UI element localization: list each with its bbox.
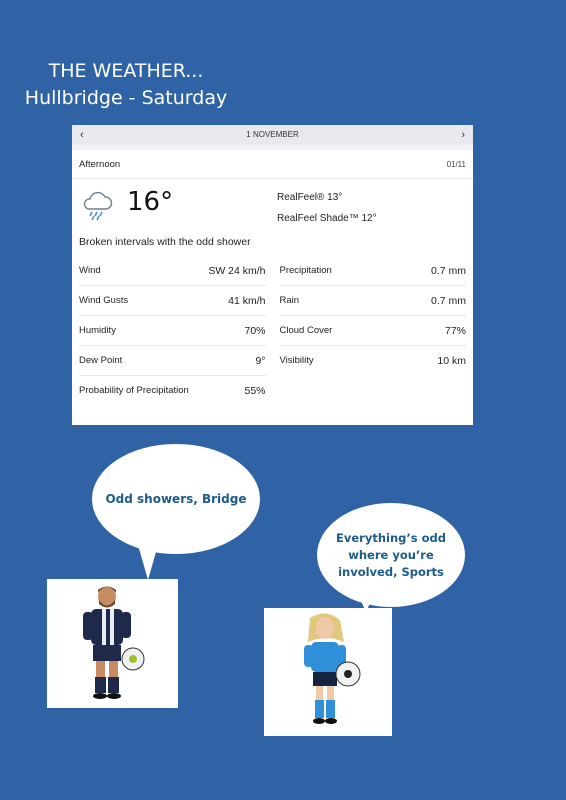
detail-row: [280, 286, 467, 316]
detail-label: Cloud Cover: [279, 325, 333, 336]
detail-row: [280, 316, 467, 346]
chevron-right-icon[interactable]: ›: [461, 128, 465, 141]
detail-value: 10 km: [437, 354, 466, 367]
detail-value: SW 24 km/h: [208, 264, 266, 277]
detail-label: Probability of Precipitation: [79, 385, 189, 396]
temperature: 16°: [127, 187, 174, 217]
detail-row: [79, 316, 266, 346]
page-heading: [0, 58, 252, 112]
detail-value: 77%: [444, 324, 466, 337]
detail-label: Wind Gusts: [79, 295, 129, 306]
speech-bubble-right: Everything’s odd where you’re involved, Sports: [317, 503, 465, 607]
detail-row: [79, 286, 266, 316]
period-row: [72, 150, 473, 179]
cloud-rain-icon: [80, 187, 114, 221]
heading-subtitle: Hullbridge - Saturday: [24, 87, 228, 109]
detail-row: [79, 256, 266, 286]
chevron-left-icon[interactable]: ‹: [80, 128, 84, 141]
details-right-column: [280, 256, 467, 405]
date-bar: [72, 125, 473, 144]
weather-details: [72, 256, 473, 405]
detail-row: [280, 256, 467, 286]
female-footballer-avatar: [264, 608, 392, 736]
heading-title: THE WEATHER...: [48, 60, 204, 82]
detail-value: 9°: [255, 354, 266, 367]
detail-row: [280, 346, 467, 375]
female-footballer-illustration: [264, 608, 392, 736]
realfeel-block: [277, 187, 377, 229]
male-footballer-avatar: [47, 579, 178, 708]
weather-card: [72, 125, 473, 425]
male-footballer-illustration: [47, 579, 178, 708]
detail-label: Dew Point: [79, 355, 123, 366]
detail-value: 0.7 mm: [430, 294, 466, 307]
current-conditions: [72, 179, 473, 229]
detail-label: Humidity: [79, 325, 116, 336]
detail-row: [79, 376, 266, 405]
short-date: 01/11: [446, 159, 466, 169]
detail-label: Wind: [79, 265, 101, 276]
detail-value: 41 km/h: [228, 294, 266, 307]
realfeel-shade: RealFeel Shade™ 12°: [277, 213, 377, 224]
detail-label: Rain: [279, 295, 300, 306]
detail-value: 0.7 mm: [430, 264, 466, 277]
detail-value: 55%: [244, 384, 266, 397]
forecast-date: 1 NOVEMBER: [246, 130, 299, 139]
detail-label: Precipitation: [279, 265, 332, 276]
detail-label: Visibility: [279, 355, 314, 366]
detail-value: 70%: [244, 324, 266, 337]
details-left-column: [79, 256, 266, 405]
weather-phrase: Broken intervals with the odd shower: [79, 236, 251, 248]
realfeel: RealFeel® 13°: [277, 192, 343, 203]
period-label: Afternoon: [79, 158, 121, 170]
detail-row: [79, 346, 266, 376]
speech-bubble-left: Odd showers, Bridge: [92, 444, 260, 554]
